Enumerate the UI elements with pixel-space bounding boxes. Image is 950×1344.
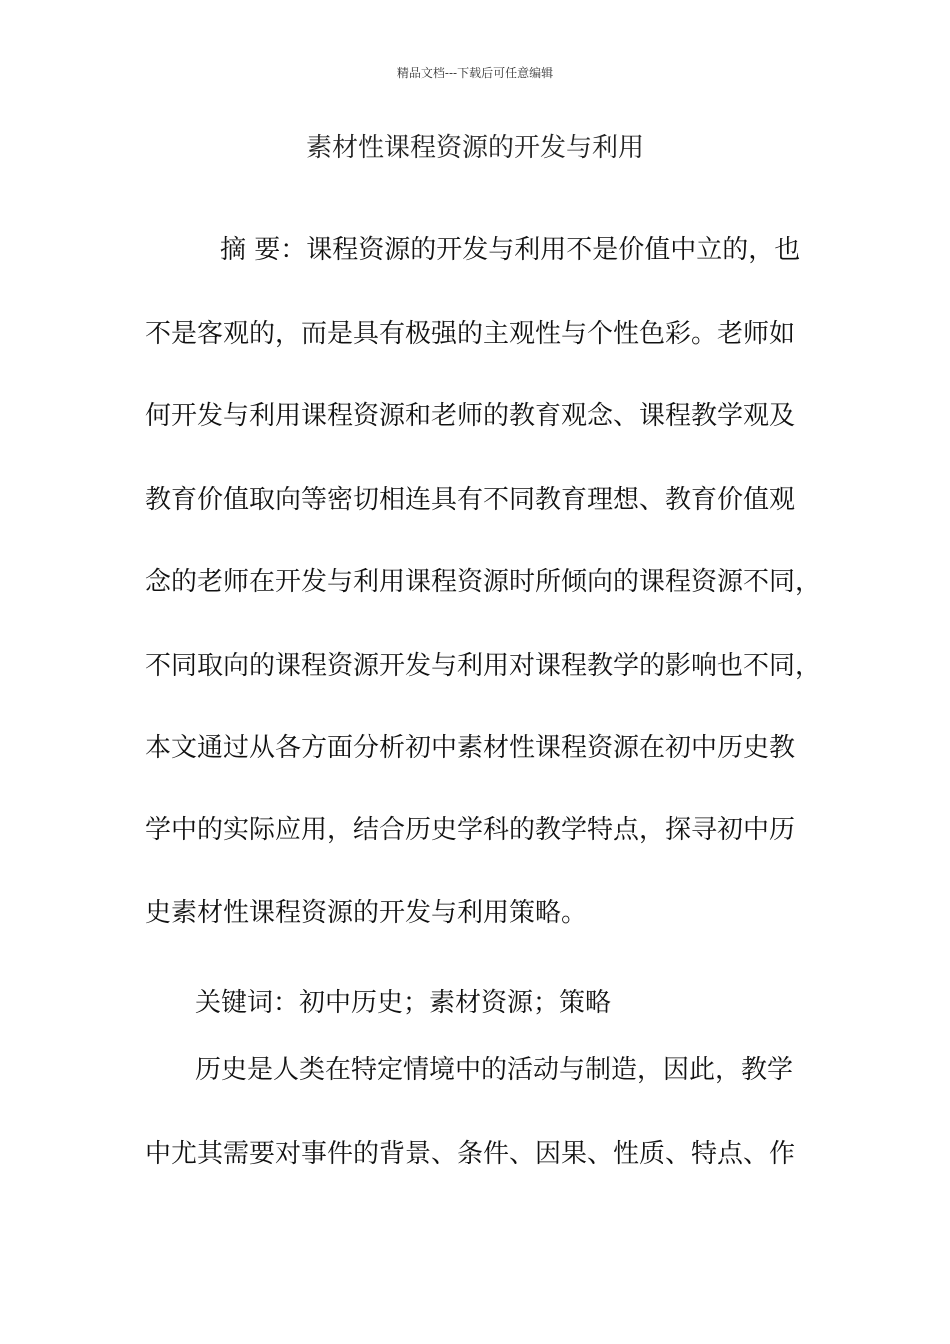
abstract-line: 何开发与利用课程资源和老师的教育观念、课程教学观及 bbox=[145, 401, 796, 431]
body-paragraph-line: 中尤其需要对事件的背景、条件、因果、性质、特点、作 bbox=[145, 1139, 796, 1169]
body-paragraph-line: 历史是人类在特定情境中的活动与制造，因此，教学 bbox=[195, 1055, 794, 1085]
abstract-line: 不是客观的，而是具有极强的主观性与个性色彩。老师如 bbox=[145, 319, 796, 349]
abstract-line: 念的老师在开发与利用课程资源时所倾向的课程资源不同， bbox=[145, 567, 822, 597]
abstract-line: 教育价值取向等密切相连具有不同教育理想、教育价值观 bbox=[145, 485, 796, 515]
abstract-line: 学中的实际应用，结合历史学科的教学特点，探寻初中历 bbox=[145, 815, 796, 845]
page-header: 精品文档---下载后可任意编辑 bbox=[396, 66, 554, 80]
keywords-line: 关键词：初中历史；素材资源；策略 bbox=[195, 988, 612, 1018]
document-title: 素材性课程资源的开发与利用 bbox=[305, 133, 644, 163]
abstract-first-line bbox=[220, 232, 800, 268]
abstract-text: 课程资源的开发与利用不是价值中立的，也 bbox=[306, 235, 801, 265]
abstract-line: 不同取向的课程资源开发与利用对课程教学的影响也不同， bbox=[145, 651, 822, 681]
abstract-line: 本文通过从各方面分析初中素材性课程资源在初中历史教 bbox=[145, 733, 796, 763]
abstract-label: 摘 要： bbox=[220, 235, 307, 265]
abstract-line: 史素材性课程资源的开发与利用策略。 bbox=[145, 898, 588, 928]
